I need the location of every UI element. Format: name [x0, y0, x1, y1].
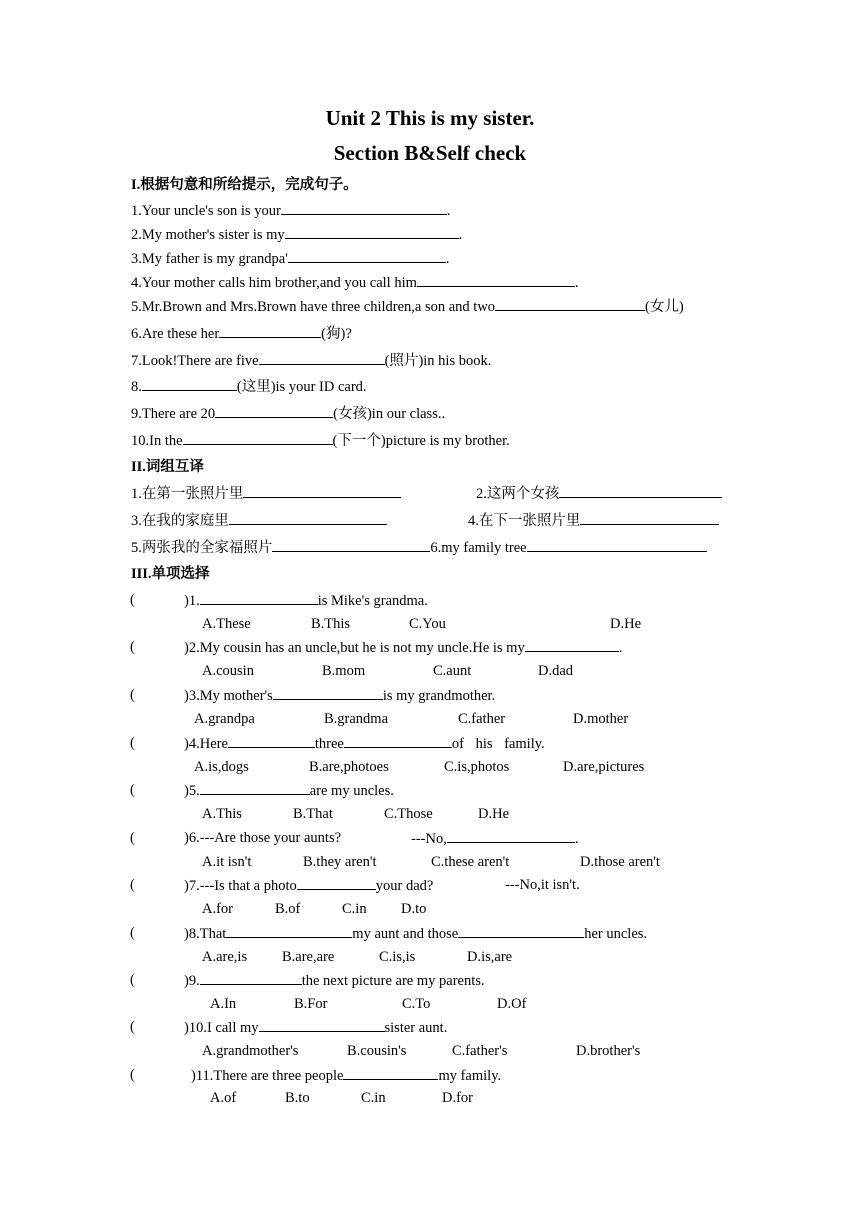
option: A.grandmother's [202, 1043, 299, 1059]
answer-blank [297, 876, 376, 890]
answer-blank [527, 538, 707, 552]
fill-item-1: 1.Your uncle's son is your . [131, 203, 451, 219]
option: B.grandma [324, 711, 389, 727]
option: B.cousin's [347, 1043, 407, 1059]
answer-blank [183, 431, 333, 445]
answer-blank [229, 511, 387, 525]
question-7-reply: ---No,it isn't. [505, 877, 580, 893]
option: B.they aren't [303, 854, 377, 870]
answer-paren: ( [130, 925, 135, 941]
fill-item-9: 9.There are 20 (女孩)in our class.. [131, 406, 446, 422]
answer-blank [495, 297, 645, 311]
answer-paren: ( [130, 877, 135, 893]
answer-blank [142, 377, 237, 391]
answer-blank [215, 404, 333, 418]
option: A.This [202, 806, 242, 822]
answer-blank [281, 201, 447, 215]
question-1: )1. is Mike's grandma. [184, 593, 428, 609]
answer-blank [458, 924, 584, 938]
answer-blank [259, 1018, 385, 1032]
option: C.is,photos [444, 759, 510, 775]
option: B.of [275, 901, 301, 917]
answer-paren: ( [130, 1067, 135, 1083]
answer-blank [200, 781, 310, 795]
option: A.for [202, 901, 234, 917]
option: B.to [285, 1090, 310, 1106]
option: C.father [458, 711, 506, 727]
option: C.these aren't [431, 854, 510, 870]
answer-blank [219, 324, 321, 338]
page-subtitle: Section B&Self check [333, 141, 527, 165]
answer-blank [344, 734, 452, 748]
option: C.Those [384, 806, 433, 822]
answer-blank [417, 273, 575, 287]
answer-paren: ( [130, 782, 135, 798]
fill-item-6: 6.Are these her (狗)? [131, 326, 352, 342]
fill-item-5: 5.Mr.Brown and Mrs.Brown have three children,a son and two (女儿) [131, 299, 684, 315]
translate-item-3: 3.在我的家庭里 [131, 511, 387, 530]
option: C.To [402, 996, 431, 1012]
option: B.That [293, 806, 333, 822]
answer-paren: ( [130, 592, 135, 608]
translate-item-5: 5.两张我的全家福照片 6.my family tree [131, 538, 707, 557]
answer-blank [273, 686, 383, 700]
option: A.are,is [202, 949, 248, 965]
answer-paren: ( [130, 735, 135, 751]
question-4: )4.Here three of his family. [184, 736, 545, 752]
option: A.it isn't [202, 854, 252, 870]
answer-blank [525, 638, 619, 652]
option: D.are,pictures [563, 759, 645, 775]
question-6: )6.---Are those your aunts? [184, 830, 342, 846]
answer-blank [288, 249, 446, 263]
answer-paren: ( [130, 639, 135, 655]
option: D.those aren't [580, 854, 660, 870]
option: A.In [210, 996, 237, 1012]
question-7: )7.---Is that a photo your dad? [184, 878, 434, 894]
answer-paren: ( [130, 830, 135, 846]
question-11: )11.There are three people my family. [191, 1068, 502, 1084]
answer-blank [447, 829, 575, 843]
option: C.father's [452, 1043, 508, 1059]
option: C.in [361, 1090, 386, 1106]
fill-item-3: 3.My father is my grandpa' . [131, 251, 450, 267]
answer-blank [200, 971, 302, 985]
option: D.Of [497, 996, 527, 1012]
answer-blank [343, 1066, 438, 1080]
answer-paren: ( [130, 687, 135, 703]
option: D.to [401, 901, 427, 917]
option: D.for [442, 1090, 474, 1106]
option: C.in [342, 901, 367, 917]
answer-blank [272, 538, 430, 552]
option: B.This [311, 616, 351, 632]
option: A.These [202, 616, 251, 632]
answer-blank [243, 484, 401, 498]
answer-paren: ( [130, 972, 135, 988]
question-6-reply: ---No, . [411, 831, 579, 847]
option: D.brother's [576, 1043, 641, 1059]
question-10: )10.I call my sister aunt. [184, 1020, 448, 1036]
fill-item-4: 4.Your mother calls him brother,and you call him . [131, 275, 579, 291]
option: D.He [478, 806, 510, 822]
answer-paren: ( [130, 1019, 135, 1035]
fill-item-2: 2.My mother's sister is my . [131, 227, 463, 243]
fill-item-8: 8. (这里)is your ID card. [131, 379, 367, 395]
option: D.is,are [467, 949, 513, 965]
option: A.is,dogs [194, 759, 249, 775]
page-title: Unit 2 This is my sister. [325, 106, 535, 130]
option: D.mother [573, 711, 629, 727]
option: B.are,photoes [309, 759, 389, 775]
answer-blank [228, 734, 315, 748]
question-2: )2.My cousin has an uncle,but he is not my uncle.He is my . [184, 640, 623, 656]
option: D.He [610, 616, 642, 632]
option: A.cousin [202, 663, 254, 679]
fill-item-10: 10.In the (下一个)picture is my brother. [131, 433, 510, 449]
answer-blank [200, 591, 318, 605]
answer-blank [259, 351, 385, 365]
answer-blank [580, 511, 719, 525]
option: A.grandpa [194, 711, 255, 727]
option: B.are,are [282, 949, 335, 965]
question-5: )5. are my uncles. [184, 783, 394, 799]
answer-blank [226, 924, 352, 938]
option: C.You [409, 616, 446, 632]
option: C.is,is [379, 949, 416, 965]
answer-blank [285, 225, 459, 239]
option: C.aunt [433, 663, 472, 679]
section-2-heading: II.词组互译 [131, 459, 204, 475]
fill-item-7: 7.Look!There are five (照片)in his book. [131, 353, 492, 369]
option: B.mom [322, 663, 366, 679]
option: D.dad [538, 663, 574, 679]
option: B.For [294, 996, 328, 1012]
translate-item-4: 4.在下一张照片里 [468, 511, 719, 530]
translate-item-2: 2.这两个女孩 [476, 484, 722, 503]
question-3: )3.My mother's is my grandmother. [184, 688, 496, 704]
question-8: )8.That my aunt and those her uncles. [184, 926, 648, 942]
option: A.of [210, 1090, 237, 1106]
answer-blank [559, 484, 722, 498]
section-3-heading: III.单项选择 [131, 566, 210, 582]
section-1-heading: I.根据句意和所给提示，完成句子。 [131, 177, 358, 193]
question-9: )9. the next picture are my parents. [184, 973, 485, 989]
translate-item-1: 1.在第一张照片里 [131, 484, 401, 503]
